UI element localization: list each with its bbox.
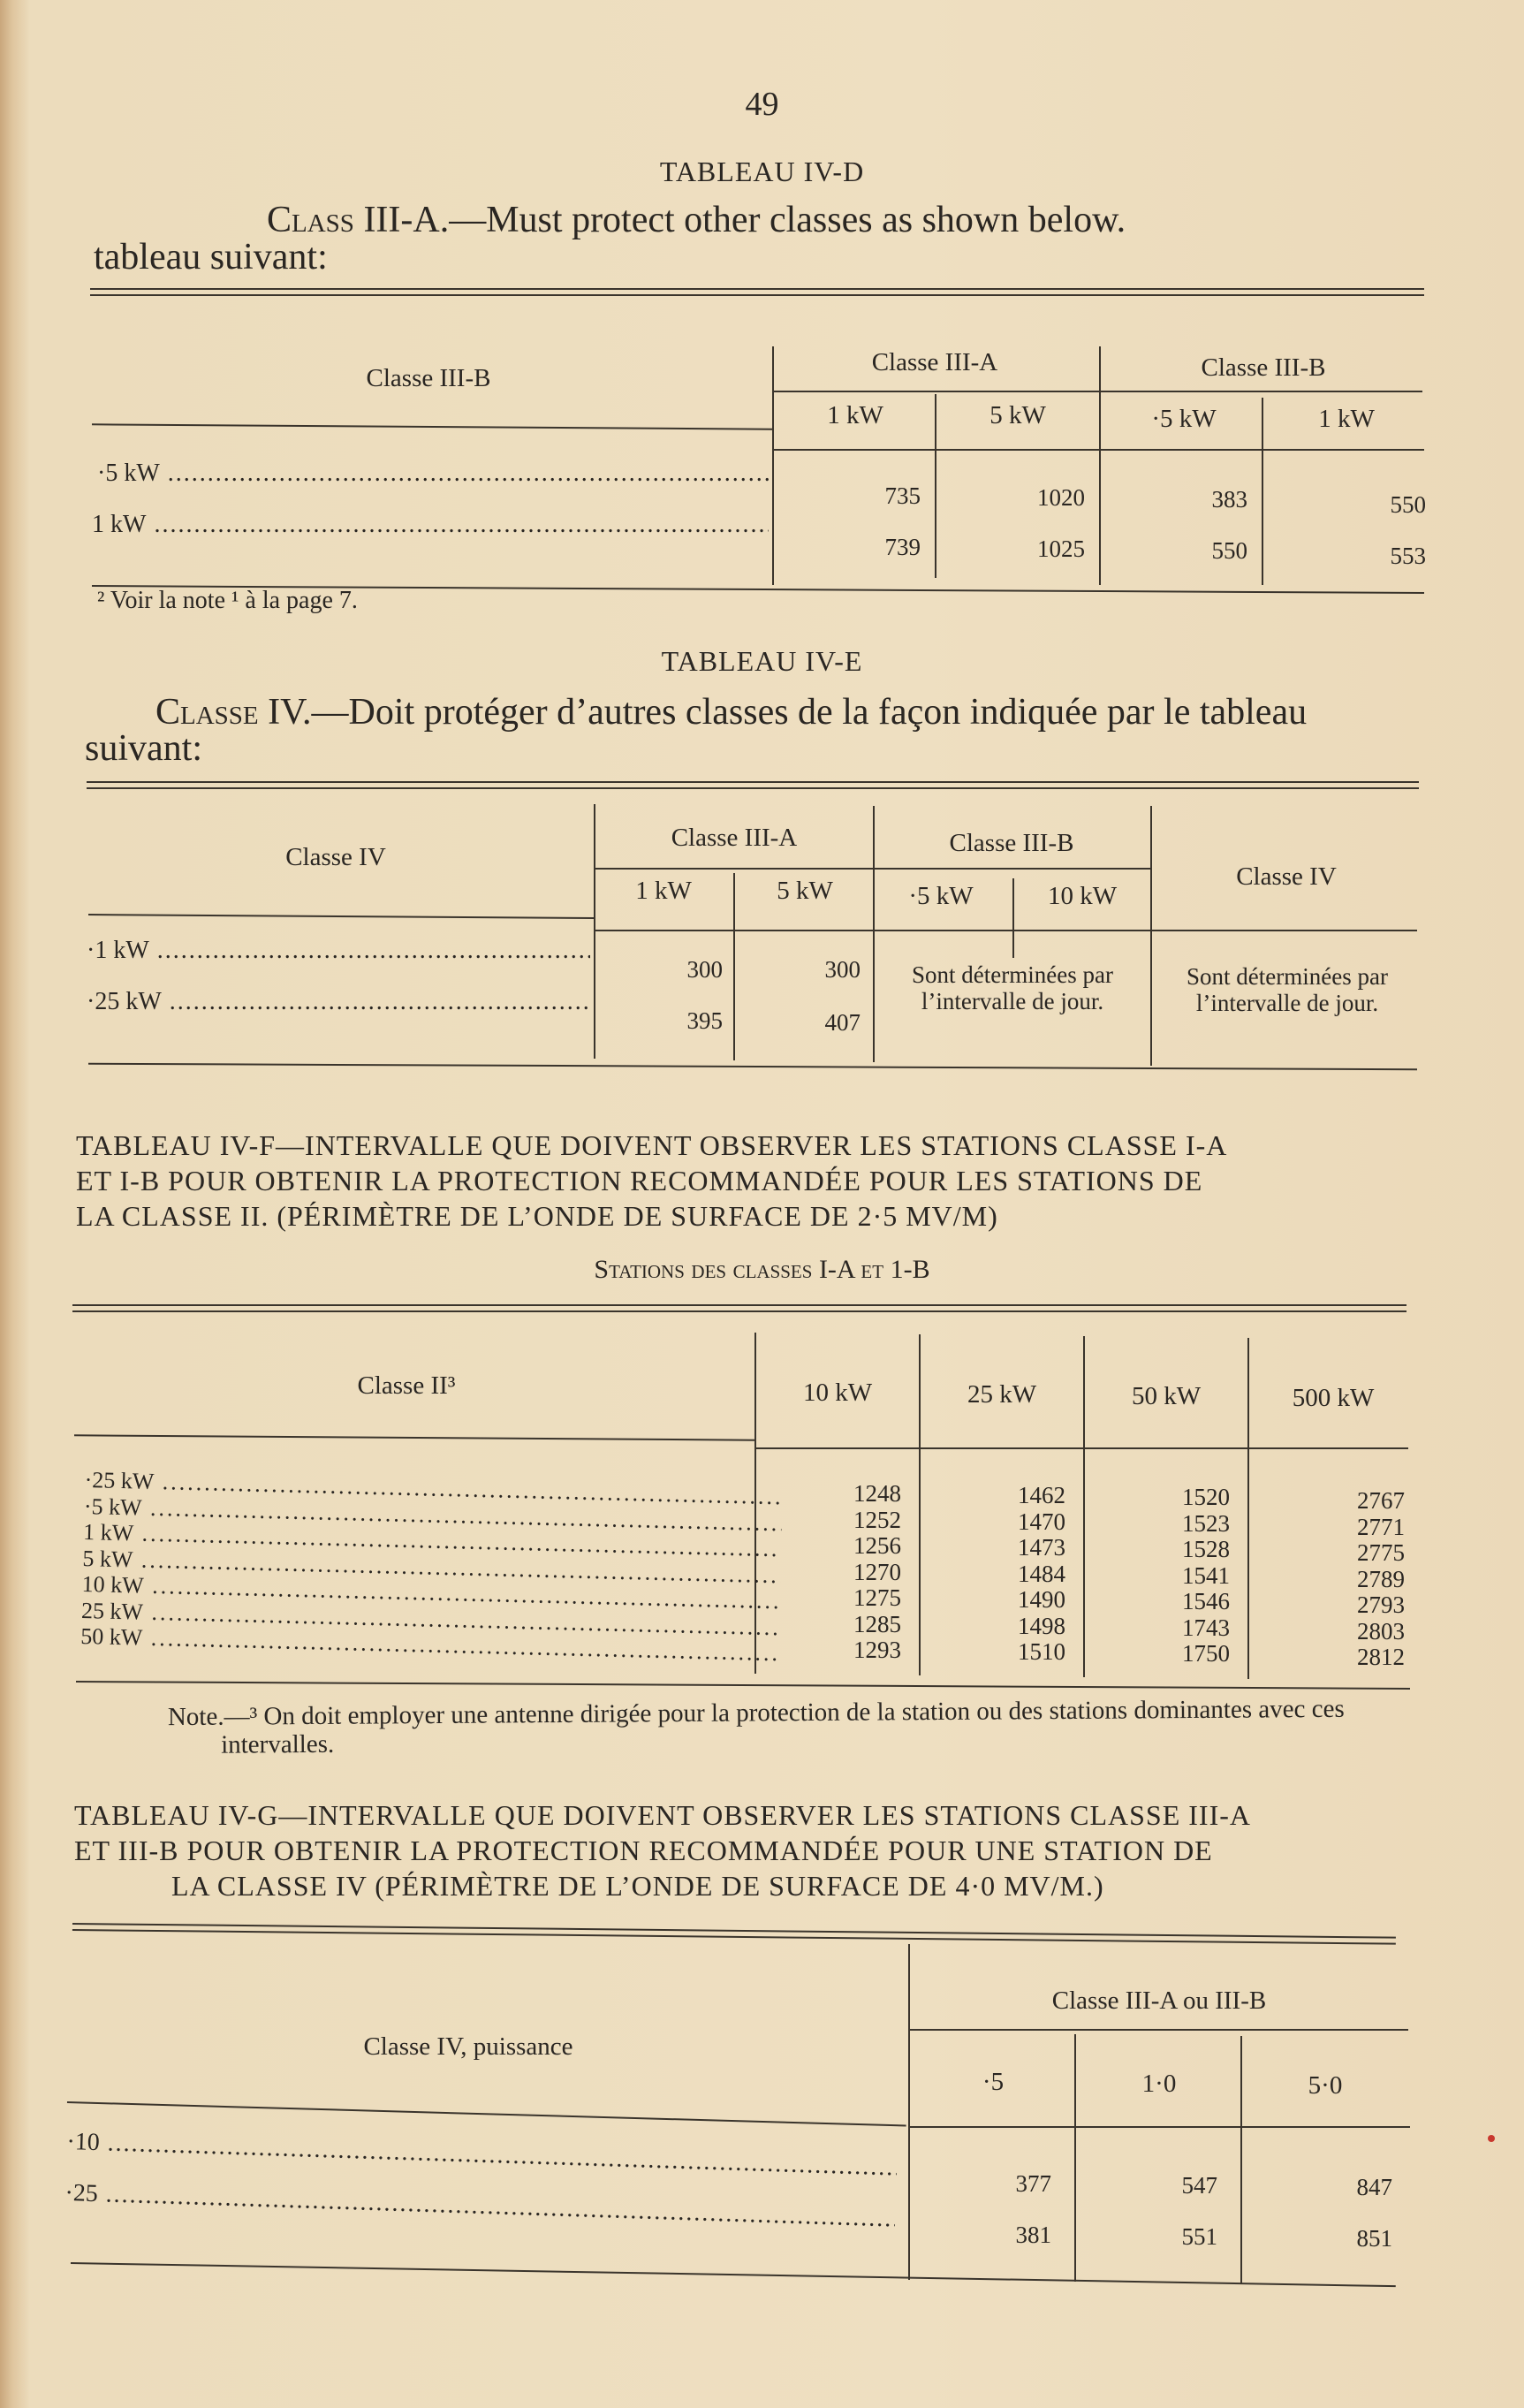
table-iv-f-col-values: [795, 1481, 901, 1664]
table-iv-g-vline-1: [908, 1944, 910, 2280]
table-iv-f-col-1: 10 kW: [802, 1379, 873, 1407]
table-iv-d-footnote: ² Voir la note ¹ à la page 7.: [97, 587, 358, 614]
table-iv-d-col-4: 1 kW: [1318, 405, 1375, 433]
table-iv-f-cell: 1750: [1182, 1640, 1230, 1667]
table-iv-g-top-rule: [72, 1923, 1396, 1945]
table-iv-g-title-line: LA CLASSE IV (PÉRIMÈTRE DE L’ONDE DE SURFACE DE 4·0 MV/M.): [171, 1870, 1104, 1902]
table-iv-e-bottom-rule: [88, 1063, 1417, 1071]
table-iv-f-row-label: ·5 kW .....: [84, 1493, 782, 1536]
table-iv-g-stub-header: Classe IV, puissance: [363, 2032, 573, 2061]
table-iv-e-title: TABLEAU IV-E: [661, 645, 863, 677]
table-iv-f-cell: 1252: [853, 1506, 901, 1533]
table-iv-g-bottom-rule: [71, 2262, 1396, 2287]
table-iv-d-vline-4: [1262, 398, 1263, 585]
table-iv-e-cell: 395: [686, 1007, 723, 1034]
table-iv-g-row-label: ·10 .....: [66, 2128, 898, 2183]
table-iv-e-group-c: Classe IV: [1236, 862, 1337, 891]
table-iv-e-row-label: ·25 kW .....: [87, 988, 590, 1016]
table-iv-e-vline-1: [594, 804, 595, 1059]
table-iv-g-cell: 851: [1356, 2225, 1392, 2252]
table-iv-f-col-2: 25 kW: [967, 1380, 1037, 1409]
table-iv-f-vline-3: [1083, 1336, 1085, 1677]
table-iv-f-cell: 2793: [1357, 1591, 1405, 1618]
table-iv-e-stub-rule: [88, 914, 594, 919]
table-iv-f-cell: 2789: [1357, 1565, 1405, 1592]
table-iv-g-cell: 381: [1015, 2222, 1051, 2248]
table-iv-f-cell: 1473: [1018, 1534, 1065, 1561]
table-iv-f-title-line: LA CLASSE II. (PÉRIMÈTRE DE L’ONDE DE SURFACE DE 2·5 MV/M): [76, 1200, 998, 1232]
table-iv-f-bottom-rule: [76, 1681, 1410, 1690]
table-iv-e-stub-header: Classe IV: [285, 843, 386, 871]
table-iv-d-cell: 550: [1390, 491, 1426, 518]
table-iv-f-vline-4: [1247, 1338, 1249, 1679]
page-number: 49: [745, 86, 779, 123]
table-iv-f-row-labels: [80, 1467, 783, 1667]
table-iv-f-stub-header: Classe II³: [357, 1371, 456, 1400]
table-iv-f-row-label: ·25 kW .....: [84, 1467, 782, 1510]
table-iv-g-cell: 377: [1015, 2170, 1051, 2197]
table-iv-g-stub-rule: [67, 2101, 906, 2127]
table-iv-f-cell: 1510: [1018, 1638, 1065, 1665]
table-iv-f-col-values: [1124, 1485, 1230, 1667]
table-iv-f-cell: 1498: [1018, 1612, 1065, 1639]
table-iv-e-note-b: Sont déterminées par l’intervalle de jour.: [912, 961, 1113, 1014]
table-iv-d-vline-2: [935, 394, 936, 578]
table-iv-e-vline-3: [873, 806, 875, 1062]
table-iv-g-col-3: 5·0: [1308, 2071, 1343, 2100]
table-iv-g-vline-3: [1240, 2036, 1242, 2283]
table-iv-g-cell: 847: [1356, 2174, 1392, 2200]
table-iv-d-title: TABLEAU IV-D: [659, 156, 865, 187]
table-iv-f-cell: 2812: [1357, 1644, 1405, 1670]
table-iv-e-vline-5: [1150, 806, 1152, 1066]
table-iv-f-row-label: 1 kW .....: [83, 1519, 781, 1562]
table-iv-f-cell: 1270: [853, 1558, 901, 1585]
table-iv-f-title-line: TABLEAU IV-F—INTERVALLE QUE DOIVENT OBSERVER LES STATIONS CLASSE I-A: [76, 1129, 1228, 1161]
table-iv-f-col-values: [1295, 1488, 1405, 1671]
table-iv-f-row-label: 50 kW .....: [80, 1623, 778, 1667]
table-iv-e-group-b: Classe III-B: [949, 829, 1074, 857]
table-iv-g-title-line: TABLEAU IV-G—INTERVALLE QUE DOIVENT OBSERVER LES STATIONS CLASSE III-A: [74, 1799, 1251, 1831]
table-iv-f-title: [76, 1128, 1437, 1234]
table-iv-g-vline-2: [1074, 2034, 1076, 2282]
table-iv-f-col-4: 500 kW: [1292, 1384, 1375, 1412]
table-iv-f-title-line: ET I-B POUR OBTENIR LA PROTECTION RECOMMANDÉE POUR LES STATIONS DE: [76, 1165, 1203, 1196]
table-iv-d-group-a: Classe III-A: [871, 348, 998, 376]
table-iv-f-cell: 1256: [853, 1532, 901, 1559]
table-iv-g-title-line: ET III-B POUR OBTENIR LA PROTECTION RECOMMANDÉE POUR UNE STATION DE: [74, 1834, 1213, 1866]
table-iv-e-col-2: 5 kW: [777, 877, 833, 905]
table-iv-f-cell: 1285: [853, 1610, 901, 1637]
table-iv-f-cell: 1541: [1182, 1561, 1230, 1589]
table-iv-d-cell: 383: [1211, 486, 1247, 513]
table-iv-g-cell: 547: [1181, 2172, 1217, 2199]
table-iv-d-top-rule: [90, 288, 1424, 296]
classe-label: Classe: [155, 692, 259, 733]
classe-iv-paragraph: [155, 694, 1307, 731]
table-iv-d-stub-header: Classe III-B: [366, 364, 491, 392]
table-iv-d-row-label: 1 kW .....: [92, 511, 769, 539]
table-iv-f-header-rule: [756, 1447, 1408, 1449]
table-iv-f-cell: 1248: [853, 1480, 901, 1507]
class-iii-a-paragraph: [267, 201, 1126, 239]
table-iv-e-col-4: 10 kW: [1047, 882, 1118, 910]
table-iv-d-col-1: 1 kW: [827, 401, 883, 429]
table-iv-f-cell: 1462: [1018, 1482, 1065, 1508]
table-iv-f-stub-rule: [74, 1434, 754, 1440]
table-iv-e-col-3: ·5 kW: [908, 882, 974, 910]
table-iv-f-cell: 2803: [1357, 1617, 1405, 1645]
table-iv-f-cell: 2767: [1357, 1487, 1405, 1514]
table-iv-g-col-1: ·5: [982, 2068, 1005, 2096]
table-iv-d-group-rule: [774, 391, 1422, 392]
table-iv-d-col-3: ·5 kW: [1151, 405, 1217, 433]
table-iv-f-cell: 1528: [1182, 1536, 1230, 1562]
table-iv-g-row-label: ·25 .....: [64, 2179, 896, 2234]
table-iv-f-cell: 2775: [1357, 1539, 1405, 1566]
table-iv-f-cell: 1546: [1182, 1588, 1230, 1614]
table-iv-e-top-rule: [87, 781, 1419, 789]
table-iv-d-vline-3: [1099, 346, 1101, 585]
table-iv-e-vline-4: [1012, 878, 1014, 958]
table-iv-f-cell: 1523: [1182, 1509, 1230, 1537]
table-iv-d-cell: 550: [1211, 537, 1247, 564]
table-iv-f-row-label: 10 kW .....: [81, 1571, 779, 1614]
table-iv-d-cell: 1025: [1037, 536, 1085, 562]
table-iv-f-cell: 1520: [1182, 1484, 1230, 1510]
table-iv-e-row-label: ·1 kW .....: [87, 937, 590, 965]
table-iv-e-header-rule: [595, 930, 1417, 931]
table-iv-g-group: Classe III-A ou III-B: [1051, 1986, 1267, 2015]
table-iv-f-note: Note.—³ On doit employer une antenne dirigée pour la protection de la station ou des stations dominantes avec ces intervalles.: [167, 1694, 1345, 1759]
table-iv-f-cell: 1275: [853, 1584, 901, 1611]
table-iv-f-cell: 1293: [853, 1637, 901, 1663]
table-iv-e-col-1: 1 kW: [635, 877, 692, 905]
table-iv-d-cell: 1020: [1037, 484, 1085, 511]
table-iv-f-cell: 1490: [1018, 1586, 1065, 1613]
table-iv-f-col-values: [959, 1483, 1065, 1666]
table-iv-f-row-label: 5 kW .....: [82, 1545, 780, 1588]
table-iv-f-subtitle: Stations des classes I-A et 1-B: [594, 1255, 930, 1284]
table-iv-f-cell: 1470: [1018, 1508, 1065, 1535]
table-iv-e-note-c: Sont déterminées par l’intervalle de jour.: [1187, 963, 1388, 1016]
table-iv-d-vline-1: [772, 346, 774, 585]
table-iv-d-cell: 739: [884, 534, 921, 560]
table-iv-g-title: [74, 1797, 1435, 1903]
ink-speck: [1488, 2135, 1495, 2142]
tableau-suivant: tableau suivant:: [94, 237, 328, 277]
table-iv-d-cell: 553: [1390, 543, 1426, 569]
table-iv-f-cell: 2771: [1357, 1513, 1405, 1540]
table-iv-e-cell: 300: [824, 956, 861, 983]
table-iv-f-vline-2: [919, 1334, 921, 1675]
table-iv-e-group-a: Classe III-A: [671, 824, 798, 852]
table-iv-e-cell: 407: [824, 1009, 861, 1036]
table-iv-d-col-2: 5 kW: [989, 401, 1046, 429]
table-iv-g-header-rule: [910, 2126, 1410, 2128]
table-iv-f-col-3: 50 kW: [1131, 1382, 1202, 1410]
class-label: Class: [267, 200, 354, 240]
table-iv-f-cell: 1484: [1018, 1560, 1065, 1587]
classe-text: IV.—Doit protéger d’autres classes de la façon indiquée par le tableau: [268, 692, 1308, 733]
table-iv-d-row-label: ·5 kW .....: [97, 460, 769, 488]
table-iv-f-row-label: 25 kW .....: [81, 1597, 779, 1640]
table-iv-g-col-2: 1·0: [1141, 2070, 1177, 2098]
table-iv-f-top-rule: [72, 1304, 1406, 1312]
table-iv-d-stub-rule: [92, 423, 772, 429]
table-iv-d-cell: 735: [884, 482, 921, 509]
class-text: III-A.—Must protect other classes as shown below.: [363, 200, 1126, 240]
table-iv-d-group-b: Classe III-B: [1201, 353, 1326, 382]
table-iv-g-group-rule: [910, 2029, 1408, 2031]
table-iv-g-cell: 551: [1181, 2223, 1217, 2250]
table-iv-e-vline-2: [733, 873, 735, 1060]
table-iv-f-cell: 1743: [1182, 1614, 1230, 1641]
table-iv-e-cell: 300: [686, 956, 723, 983]
suivant: suivant:: [85, 728, 202, 769]
